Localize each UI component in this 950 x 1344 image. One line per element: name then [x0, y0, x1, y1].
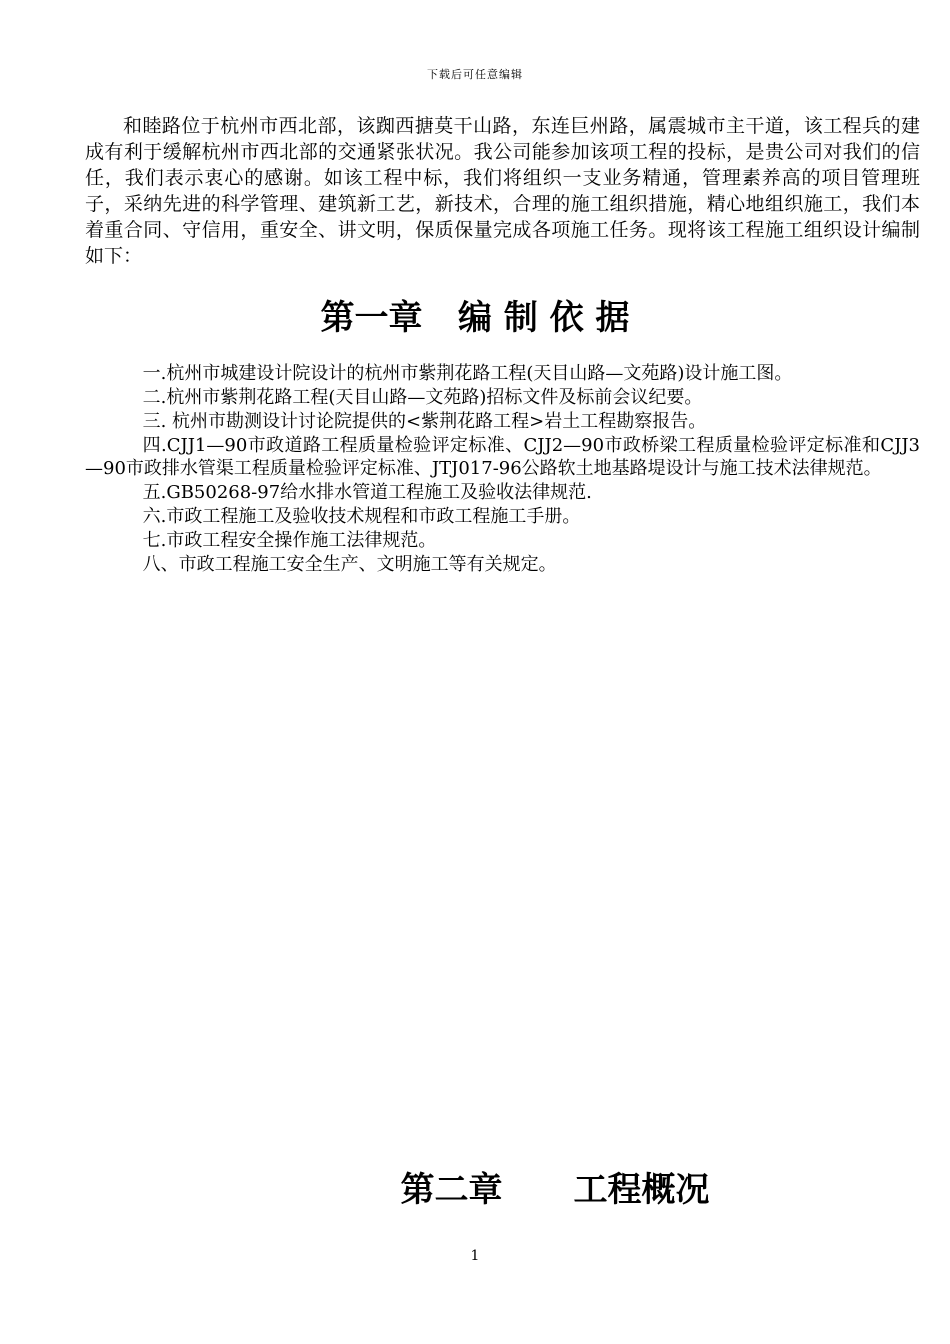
page-header: 下载后可任意编辑 [427, 68, 523, 81]
chapter-2-title: 第二章 工程概况 [400, 1170, 710, 1210]
basis-item: 一.杭州市城建设计院设计的杭州市紫荆花路工程(天目山路—文苑路)设计施工图。 [142, 363, 793, 384]
basis-item: 六.市政工程施工及验收技术规程和市政工程施工手册。 [142, 506, 581, 527]
chapter-1-title: 第一章 编 制 依 据 [320, 298, 630, 338]
intro-paragraph: 和睦路位于杭州市西北部，该踟西搪莫干山路，东连巨州路，属震城市主干道，该工程兵的建成有利于缓解杭州市西北部的交通紧张状况。我公司能参加该项工程的投标，是贵公司对我们的信任，我们表示衷心的感谢。如该工程中标，我们将组织一支业务精通，管理素养高的项目管理班子，采纳先进的科学管理、建筑新工艺，新技术，合理的施工组织措施，精心地组织施工，我们本着重合同、守信用，重安全、讲文明，保质保量完成各项施工任务。现将该工程施工组织设计编制如下： [85, 115, 920, 267]
basis-item: 七.市政工程安全操作施工法律规范。 [142, 530, 437, 551]
basis-item: 八、市政工程施工安全生产、文明施工等有关规定。 [142, 554, 557, 575]
basis-item: 五.GB50268-97给水排水管道工程施工及验收法律规范. [142, 482, 592, 503]
basis-item: 三. 杭州市勘测设计讨论院提供的<紫荆花路工程>岩土工程勘察报告。 [142, 411, 707, 432]
page-number: 1 [470, 1248, 480, 1264]
basis-item: 四.CJJ1—90市政道路工程质量检验评定标准、CJJ2—90市政桥梁工程质量检验评定标准和CJJ3—90市政排水管渠工程质量检验评定标准、JTJ017-96公路软土地基路堤设计与施工技术法律规范。 [85, 435, 920, 479]
basis-list [85, 362, 920, 577]
basis-item: 二.杭州市紫荆花路工程(天目山路—文苑路)招标文件及标前会议纪要。 [142, 387, 703, 408]
